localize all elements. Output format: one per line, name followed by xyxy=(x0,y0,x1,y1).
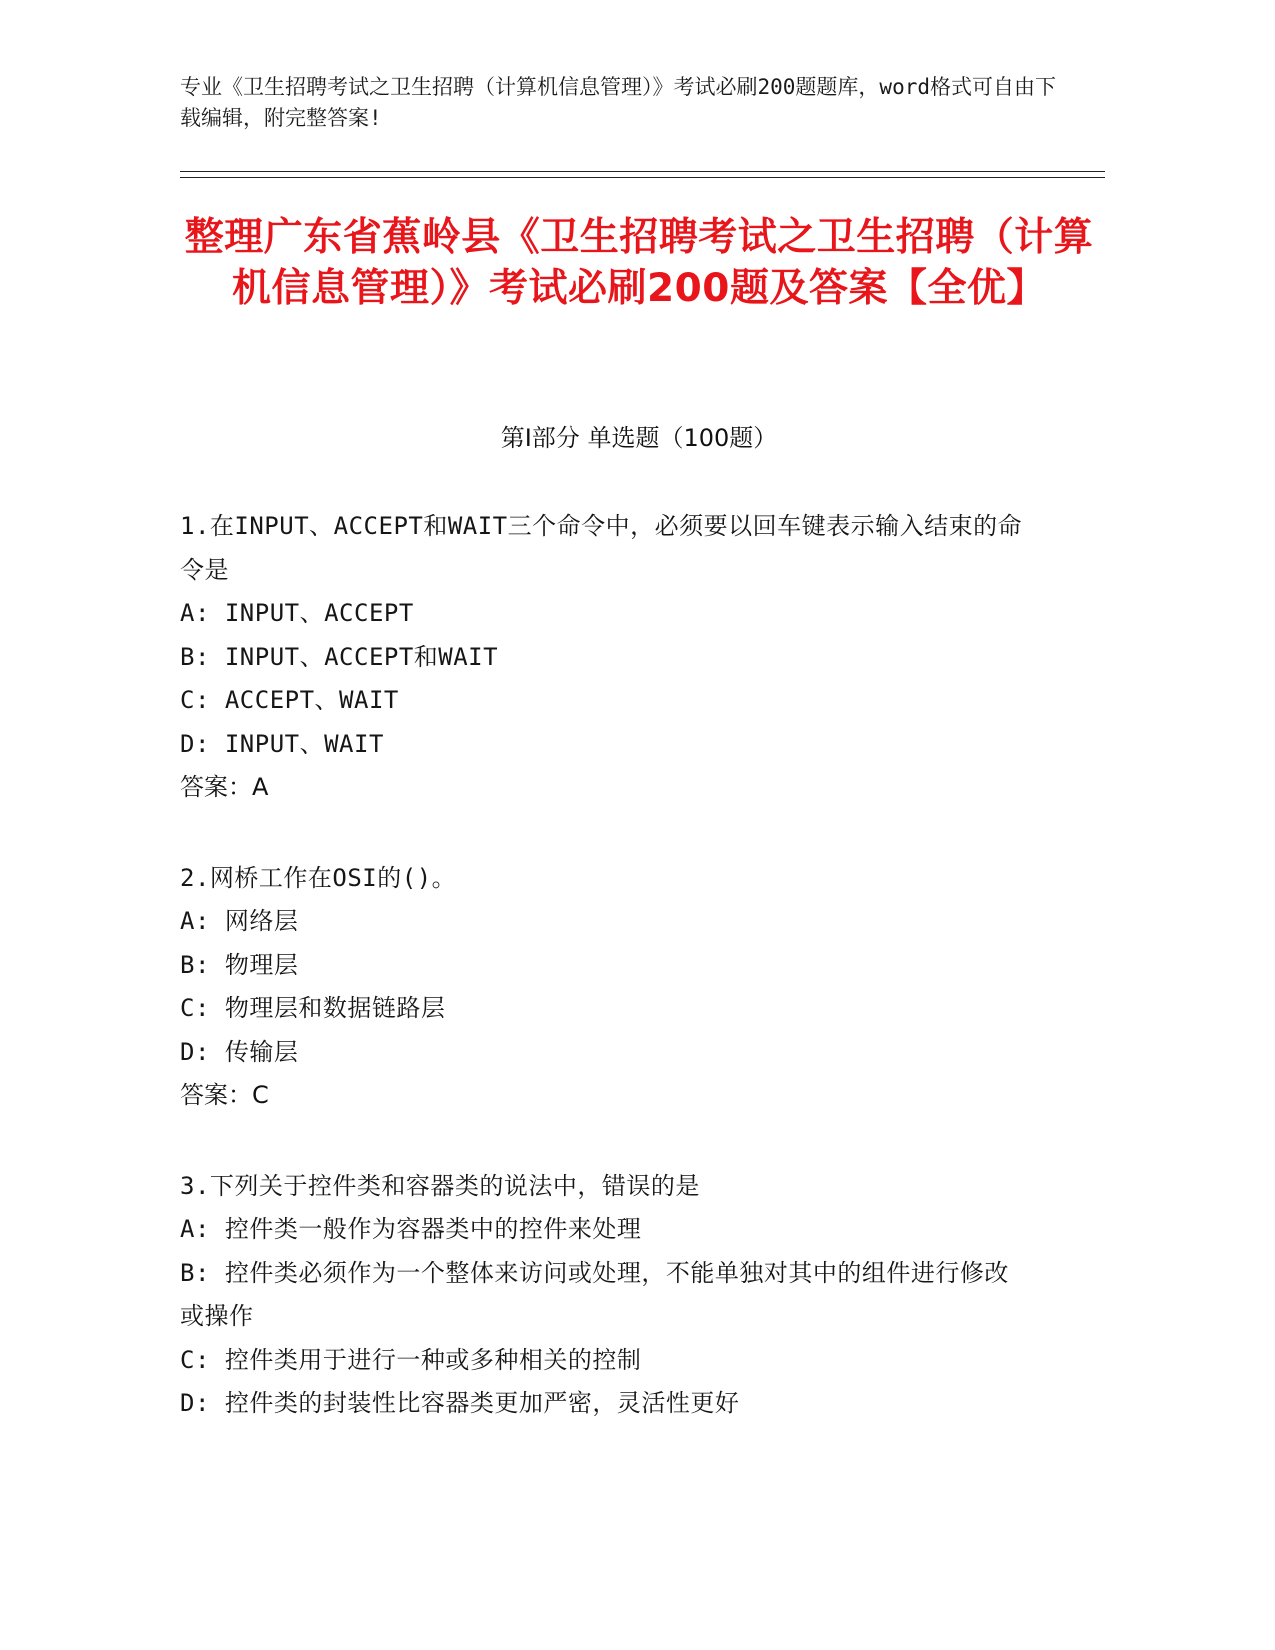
option-b: B: INPUT、ACCEPT和WAIT xyxy=(180,642,499,671)
option-a: A: 控件类一般作为容器类中的控件来处理 xyxy=(180,1215,642,1243)
option-d: D: INPUT、WAIT xyxy=(180,729,384,758)
question-list xyxy=(180,505,1030,1473)
header-divider-thick xyxy=(180,171,1105,172)
document-title: 整理广东省蕉岭县《卫生招聘考试之卫生招聘（计算机信息管理）》考试必刷200题及答案【全优】 xyxy=(184,215,1094,311)
answer-line: 答案：C xyxy=(180,1081,269,1109)
question-item xyxy=(180,857,1030,1118)
option-a: A: INPUT、ACCEPT xyxy=(180,599,414,627)
option-c: C: 控件类用于进行一种或多种相关的控制 xyxy=(180,1345,642,1374)
option-d: D: 传输层 xyxy=(180,1037,299,1066)
answer-line: 答案：A xyxy=(180,773,269,801)
option-b: B: 物理层 xyxy=(180,950,299,979)
question-stem: 1.在INPUT、ACCEPT和WAIT三个命令中，必须要以回车键表示输入结束的命令是 xyxy=(180,512,1023,584)
question-item xyxy=(180,1165,1030,1426)
header-divider-thin xyxy=(180,177,1105,178)
option-c: C: 物理层和数据链路层 xyxy=(180,994,446,1022)
question-item xyxy=(180,505,1030,810)
option-a: A: 网络层 xyxy=(180,907,299,935)
header-note: 专业《卫生招聘考试之卫生招聘（计算机信息管理）》考试必刷200题题库，word格式可自由下载编辑，附完整答案! xyxy=(180,75,1056,130)
question-stem: 2.网桥工作在OSI的()。 xyxy=(180,863,457,892)
option-d: D: 控件类的封装性比容器类更加严密，灵活性更好 xyxy=(180,1389,740,1417)
section-heading: 第I部分 单选题（100题） xyxy=(500,424,778,452)
option-b: B: 控件类必须作为一个整体来访问或处理，不能单独对其中的组件进行修改或操作 xyxy=(180,1258,1009,1330)
option-c: C: ACCEPT、WAIT xyxy=(180,686,399,714)
question-stem: 3.下列关于控件类和容器类的说法中，错误的是 xyxy=(180,1171,700,1200)
